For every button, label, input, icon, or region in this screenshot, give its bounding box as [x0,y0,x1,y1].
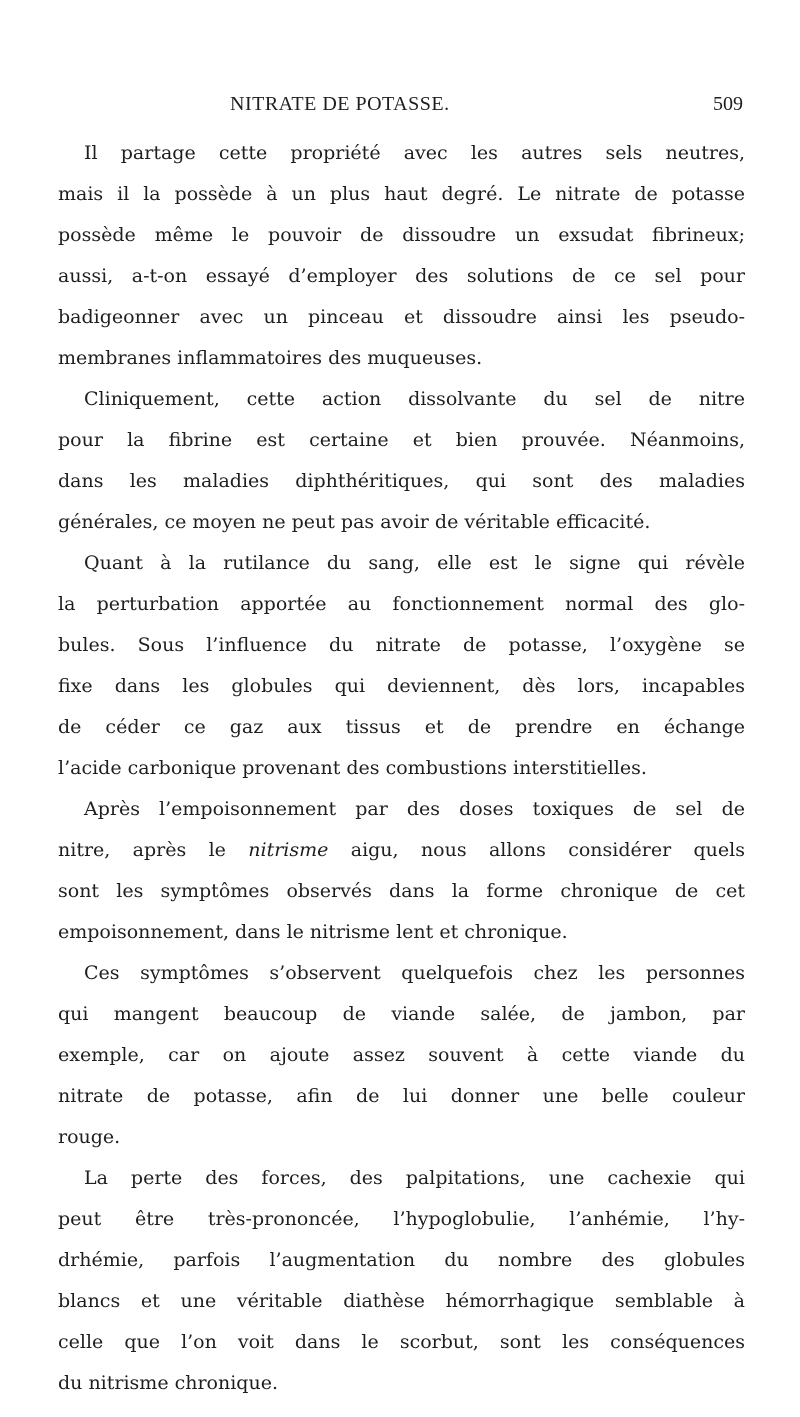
text-line: La perte des forces, des palpitations, une cachexie qui [84,1167,745,1189]
text-line: dans les maladies diphthéritiques, qui sont des maladies [58,470,745,492]
body-text [58,133,745,1404]
running-head [0,93,800,123]
text-line: Quant à la rutilance du sang, elle est le signe qui révèle [84,552,745,574]
text-line: badigeonner avec un pinceau et dissoudre ainsi les pseudo- [58,306,745,328]
text-line: l’acide carbonique provenant des combustions interstitielles. [58,757,647,779]
text-line: rouge. [58,1126,121,1148]
text-line: Après l’empoisonnement par des doses toxiques de sel de [84,798,745,820]
text-line: bules. Sous l’influence du nitrate de potasse, l’oxygène se [58,634,745,656]
text-line: du nitrisme chronique. [58,1372,278,1394]
text-line: générales, ce moyen ne peut pas avoir de véritable efficacité. [58,511,651,533]
text-line: sont les symptômes observés dans la forme chronique de cet [58,880,745,902]
text-line: peut être très-prononcée, l’hypoglobulie, l’anhémie, l’hy- [58,1208,745,1230]
text-line: membranes inflammatoires des muqueuses. [58,347,483,369]
text-line: la perturbation apportée au fonctionnement normal des glo- [58,593,745,615]
text-line: de céder ce gaz aux tissus et de prendre en échange [58,716,745,738]
text-line: aussi, a-t-on essayé d’employer des solutions de ce sel pour [58,265,745,287]
text-line: fixe dans les globules qui deviennent, dès lors, incapables [58,675,745,697]
text-line: blancs et une véritable diathèse hémorrhagique semblable à [58,1290,745,1312]
text-line: exemple, car on ajoute assez souvent à cette viande du [58,1044,745,1066]
text-line: Il partage cette propriété avec les autres sels neutres, [84,142,745,164]
italic-term: nitrisme [248,839,329,861]
text-line: qui mangent beaucoup de viande salée, de jambon, par [58,1003,745,1025]
text-line: Ces symptômes s’observent quelquefois chez les personnes [84,962,745,984]
text-line: pour la fibrine est certaine et bien prouvée. Néanmoins, [58,429,745,451]
text-line: celle que l’on voit dans le scorbut, sont les conséquences [58,1331,745,1353]
text-line: mais il la possède à un plus haut degré. Le nitrate de potasse [58,183,745,205]
text-line: possède même le pouvoir de dissoudre un exsudat fibrineux; [58,224,745,246]
text-line: drhémie, parfois l’augmentation du nombre des globules [58,1249,745,1271]
page-number: 509 [713,93,743,115]
text-line: nitrate de potasse, afin de lui donner une belle couleur [58,1085,745,1107]
running-title: NITRATE DE POTASSE. [230,93,450,115]
text-line: nitre, après le nitrisme aigu, nous allons considérer quels [58,839,745,861]
text-line: empoisonnement, dans le nitrisme lent et chronique. [58,921,568,943]
text-line: Cliniquement, cette action dissolvante du sel de nitre [84,388,745,410]
